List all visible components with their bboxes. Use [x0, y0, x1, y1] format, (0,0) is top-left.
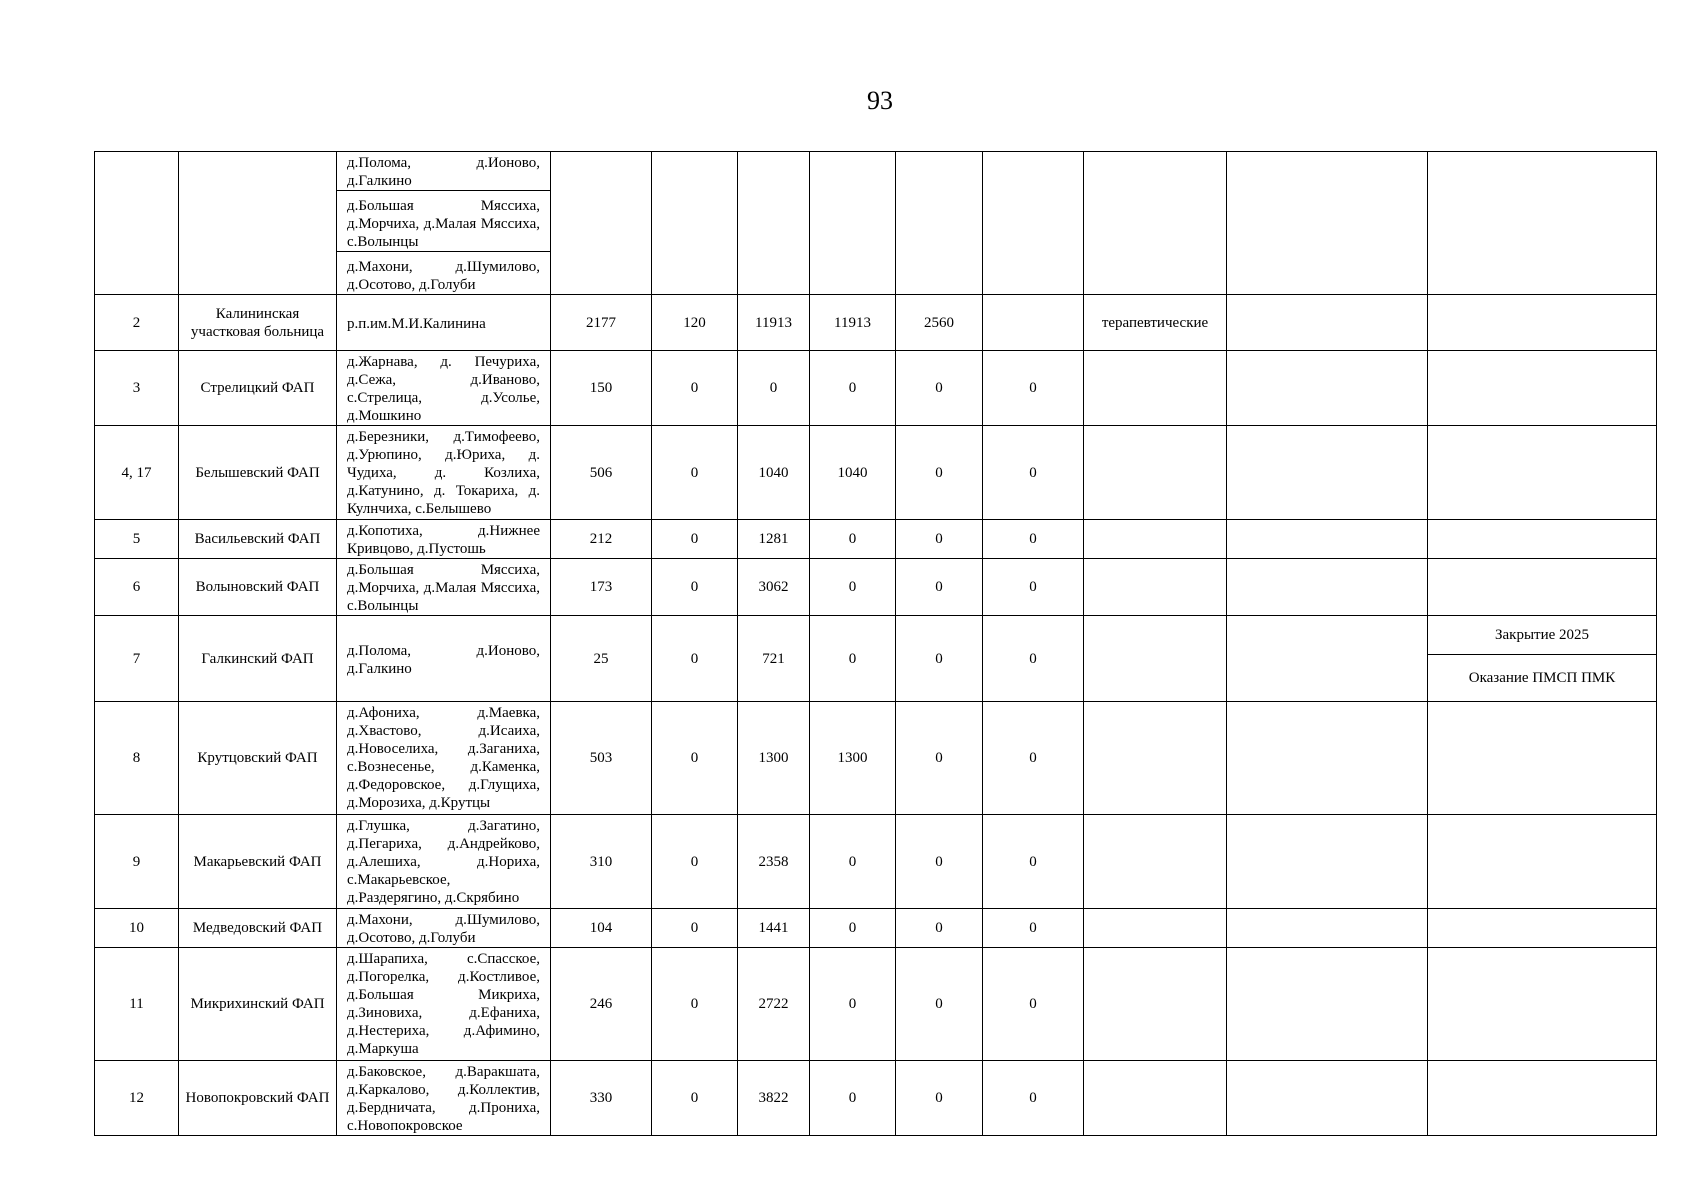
value-cell	[1227, 295, 1428, 351]
value-cell: 120	[652, 295, 738, 351]
address-cell: д.Полома, д.Ионово, д.Галкино	[337, 616, 551, 702]
value-cell: 0	[896, 815, 983, 909]
table-row	[95, 351, 1657, 426]
bed-profile-cell	[1084, 520, 1227, 559]
value-cell: 0	[896, 426, 983, 520]
value-cell: 2358	[738, 815, 810, 909]
value-cell: 0	[983, 815, 1084, 909]
value-cell: 150	[551, 351, 652, 426]
value-cell: 0	[652, 520, 738, 559]
facilities-table	[94, 151, 1657, 1136]
value-cell: 11913	[738, 295, 810, 351]
row-number: 11	[95, 948, 179, 1061]
value-cell: 0	[810, 616, 896, 702]
note-cell	[1428, 815, 1657, 909]
value-cell: 173	[551, 559, 652, 616]
note-cell	[1428, 702, 1657, 815]
bed-profile-cell	[1084, 559, 1227, 616]
value-cell: 0	[652, 909, 738, 948]
bed-profile-cell	[1084, 351, 1227, 426]
value-cell: 1300	[738, 702, 810, 815]
value-cell: 0	[983, 426, 1084, 520]
address-cell: д.Большая Мяссиха, д.Морчиха, д.Малая Мяссиха, с.Волынцы	[337, 559, 551, 616]
value-cell	[1227, 351, 1428, 426]
value-cell: 11913	[810, 295, 896, 351]
table-row	[95, 152, 1657, 295]
row-number: 9	[95, 815, 179, 909]
address-cell: д.Шарапиха, с.Спасское, д.Погорелка, д.Костливое, д.Большая Микриха, д.Зиновиха, д.Ефаниха, д.Нестериха, д.Афимино, д.Маркуша	[337, 948, 551, 1061]
value-cell: 3822	[738, 1061, 810, 1136]
address-cell: д.Глушка, д.Загатино, д.Пегариха, д.Андрейково, д.Алешиха, д.Нориха, с.Макарьевское, д.Раздерягино, д.Скрябино	[337, 815, 551, 909]
value-cell: 0	[810, 815, 896, 909]
value-cell: 0	[810, 351, 896, 426]
page-number: 93	[867, 86, 893, 115]
value-cell	[1227, 616, 1428, 702]
note-cell	[1428, 295, 1657, 351]
note-cell	[1428, 616, 1657, 702]
table-row	[95, 948, 1657, 1061]
value-cell: 0	[896, 909, 983, 948]
value-cell: 0	[983, 702, 1084, 815]
value-cell: 0	[652, 702, 738, 815]
value-cell: 0	[983, 616, 1084, 702]
table-body	[95, 152, 1657, 1136]
facility-name: Стрелицкий ФАП	[179, 351, 337, 426]
value-cell: 25	[551, 616, 652, 702]
table-row	[95, 815, 1657, 909]
value-cell: 0	[652, 1061, 738, 1136]
value-cell: 104	[551, 909, 652, 948]
value-cell: 0	[896, 948, 983, 1061]
value-cell	[1227, 702, 1428, 815]
facility-name: Белышевский ФАП	[179, 426, 337, 520]
note-cell	[1428, 351, 1657, 426]
address-block: д.Полома, д.Ионово, д.Галкино	[347, 155, 540, 189]
value-cell	[1227, 909, 1428, 948]
value-cell: 1040	[738, 426, 810, 520]
value-cell: 0	[738, 351, 810, 426]
address-cell: д.Афониха, д.Маевка, д.Хвастово, д.Исаиха, д.Новоселиха, д.Заганиха, с.Вознесенье, д.Каменка, д.Федоровское, д.Глущиха, д.Морозиха, д.Крутцы	[337, 702, 551, 815]
facility-name: Медведовский ФАП	[179, 909, 337, 948]
facility-name: Микрихинский ФАП	[179, 948, 337, 1061]
value-cell: 330	[551, 1061, 652, 1136]
value-cell: 246	[551, 948, 652, 1061]
value-cell: 1281	[738, 520, 810, 559]
bed-profile-cell: терапевтические	[1084, 295, 1227, 351]
value-cell: 0	[652, 616, 738, 702]
address-cell: д.Махони, д.Шумилово, д.Осотово, д.Голуби	[337, 909, 551, 948]
value-cell: 310	[551, 815, 652, 909]
value-cell	[1227, 948, 1428, 1061]
value-cell: 0	[983, 351, 1084, 426]
table-row	[95, 616, 1657, 702]
facility-name: Волыновский ФАП	[179, 559, 337, 616]
value-cell: 0	[652, 815, 738, 909]
facility-name: Калининская участковая больница	[179, 295, 337, 351]
value-cell: 1441	[738, 909, 810, 948]
note-cell	[1428, 520, 1657, 559]
bed-profile-cell	[1084, 948, 1227, 1061]
row-number: 3	[95, 351, 179, 426]
bed-profile-cell	[1084, 1061, 1227, 1136]
value-cell: 0	[896, 616, 983, 702]
value-cell: 0	[652, 351, 738, 426]
bed-profile-cell	[1084, 909, 1227, 948]
table-row	[95, 520, 1657, 559]
table-row	[95, 426, 1657, 520]
value-cell: 3062	[738, 559, 810, 616]
address-cell: д.Баковское, д.Варакшата, д.Каркалово, д.Коллектив, д.Бердничата, д.Прониха, с.Новопокровское	[337, 1061, 551, 1136]
row-number: 5	[95, 520, 179, 559]
address-cell: д.Березники, д.Тимофеево, д.Урюпино, д.Юриха, д. Чудиха, д. Козлиха, д.Катунино, д. Токариха, д. Кулнчиха, с.Белышево	[337, 426, 551, 520]
value-cell: 0	[810, 559, 896, 616]
value-cell: 0	[896, 520, 983, 559]
row-number: 8	[95, 702, 179, 815]
value-cell	[1227, 520, 1428, 559]
value-cell: 2722	[738, 948, 810, 1061]
value-cell	[1227, 815, 1428, 909]
value-cell	[1227, 559, 1428, 616]
row-number: 12	[95, 1061, 179, 1136]
facility-name: Васильевский ФАП	[179, 520, 337, 559]
facility-name: Крутцовский ФАП	[179, 702, 337, 815]
service-note: Оказание ПМСП ПМК	[1428, 654, 1656, 701]
note-cell	[1428, 1061, 1657, 1136]
value-cell: 2560	[896, 295, 983, 351]
note-cell	[1428, 426, 1657, 520]
value-cell	[983, 295, 1084, 351]
row-number: 6	[95, 559, 179, 616]
row-number: 2	[95, 295, 179, 351]
value-cell: 1300	[810, 702, 896, 815]
value-cell: 0	[652, 948, 738, 1061]
bed-profile-cell	[1084, 616, 1227, 702]
value-cell: 506	[551, 426, 652, 520]
bed-profile-cell	[1084, 815, 1227, 909]
note-cell	[1428, 909, 1657, 948]
value-cell: 212	[551, 520, 652, 559]
facility-name: Новопокровский ФАП	[179, 1061, 337, 1136]
value-cell: 0	[983, 520, 1084, 559]
value-cell: 721	[738, 616, 810, 702]
table-row	[95, 702, 1657, 815]
value-cell: 0	[983, 909, 1084, 948]
value-cell	[1227, 1061, 1428, 1136]
value-cell: 0	[810, 520, 896, 559]
value-cell: 0	[810, 1061, 896, 1136]
value-cell: 2177	[551, 295, 652, 351]
bed-profile-cell	[1084, 426, 1227, 520]
value-cell: 0	[896, 351, 983, 426]
address-cell	[337, 152, 551, 295]
value-cell: 0	[983, 559, 1084, 616]
value-cell: 0	[983, 1061, 1084, 1136]
value-cell: 0	[652, 426, 738, 520]
value-cell: 0	[810, 909, 896, 948]
value-cell: 503	[551, 702, 652, 815]
value-cell: 0	[896, 702, 983, 815]
table-row	[95, 909, 1657, 948]
address-cell: д.Копотиха, д.Нижнее Кривцово, д.Пустошь	[337, 520, 551, 559]
bed-profile-cell	[1084, 702, 1227, 815]
address-cell: р.п.им.М.И.Калинина	[337, 295, 551, 351]
value-cell	[1227, 426, 1428, 520]
closure-note: Закрытие 2025	[1494, 627, 1590, 643]
note-cell	[1428, 559, 1657, 616]
value-cell: 0	[810, 948, 896, 1061]
table-row	[95, 559, 1657, 616]
row-number: 7	[95, 616, 179, 702]
row-number: 4, 17	[95, 426, 179, 520]
value-cell: 1040	[810, 426, 896, 520]
value-cell: 0	[896, 559, 983, 616]
value-cell: 0	[983, 948, 1084, 1061]
facility-name: Макарьевский ФАП	[179, 815, 337, 909]
table-row	[95, 1061, 1657, 1136]
address-block: д.Махони, д.Шумилово, д.Осотово, д.Голуби	[337, 251, 550, 294]
note-cell	[1428, 948, 1657, 1061]
address-block: д.Большая Мяссиха, д.Морчиха, д.Малая Мяссиха, с.Волынцы	[337, 190, 550, 251]
value-cell: 0	[652, 559, 738, 616]
table-row	[95, 295, 1657, 351]
address-cell: д.Жарнава, д. Печуриха, д.Сежа, д.Иваново, с.Стрелица, д.Усолье, д.Мошкино	[337, 351, 551, 426]
row-number: 10	[95, 909, 179, 948]
facility-name: Галкинский ФАП	[179, 616, 337, 702]
value-cell: 0	[896, 1061, 983, 1136]
